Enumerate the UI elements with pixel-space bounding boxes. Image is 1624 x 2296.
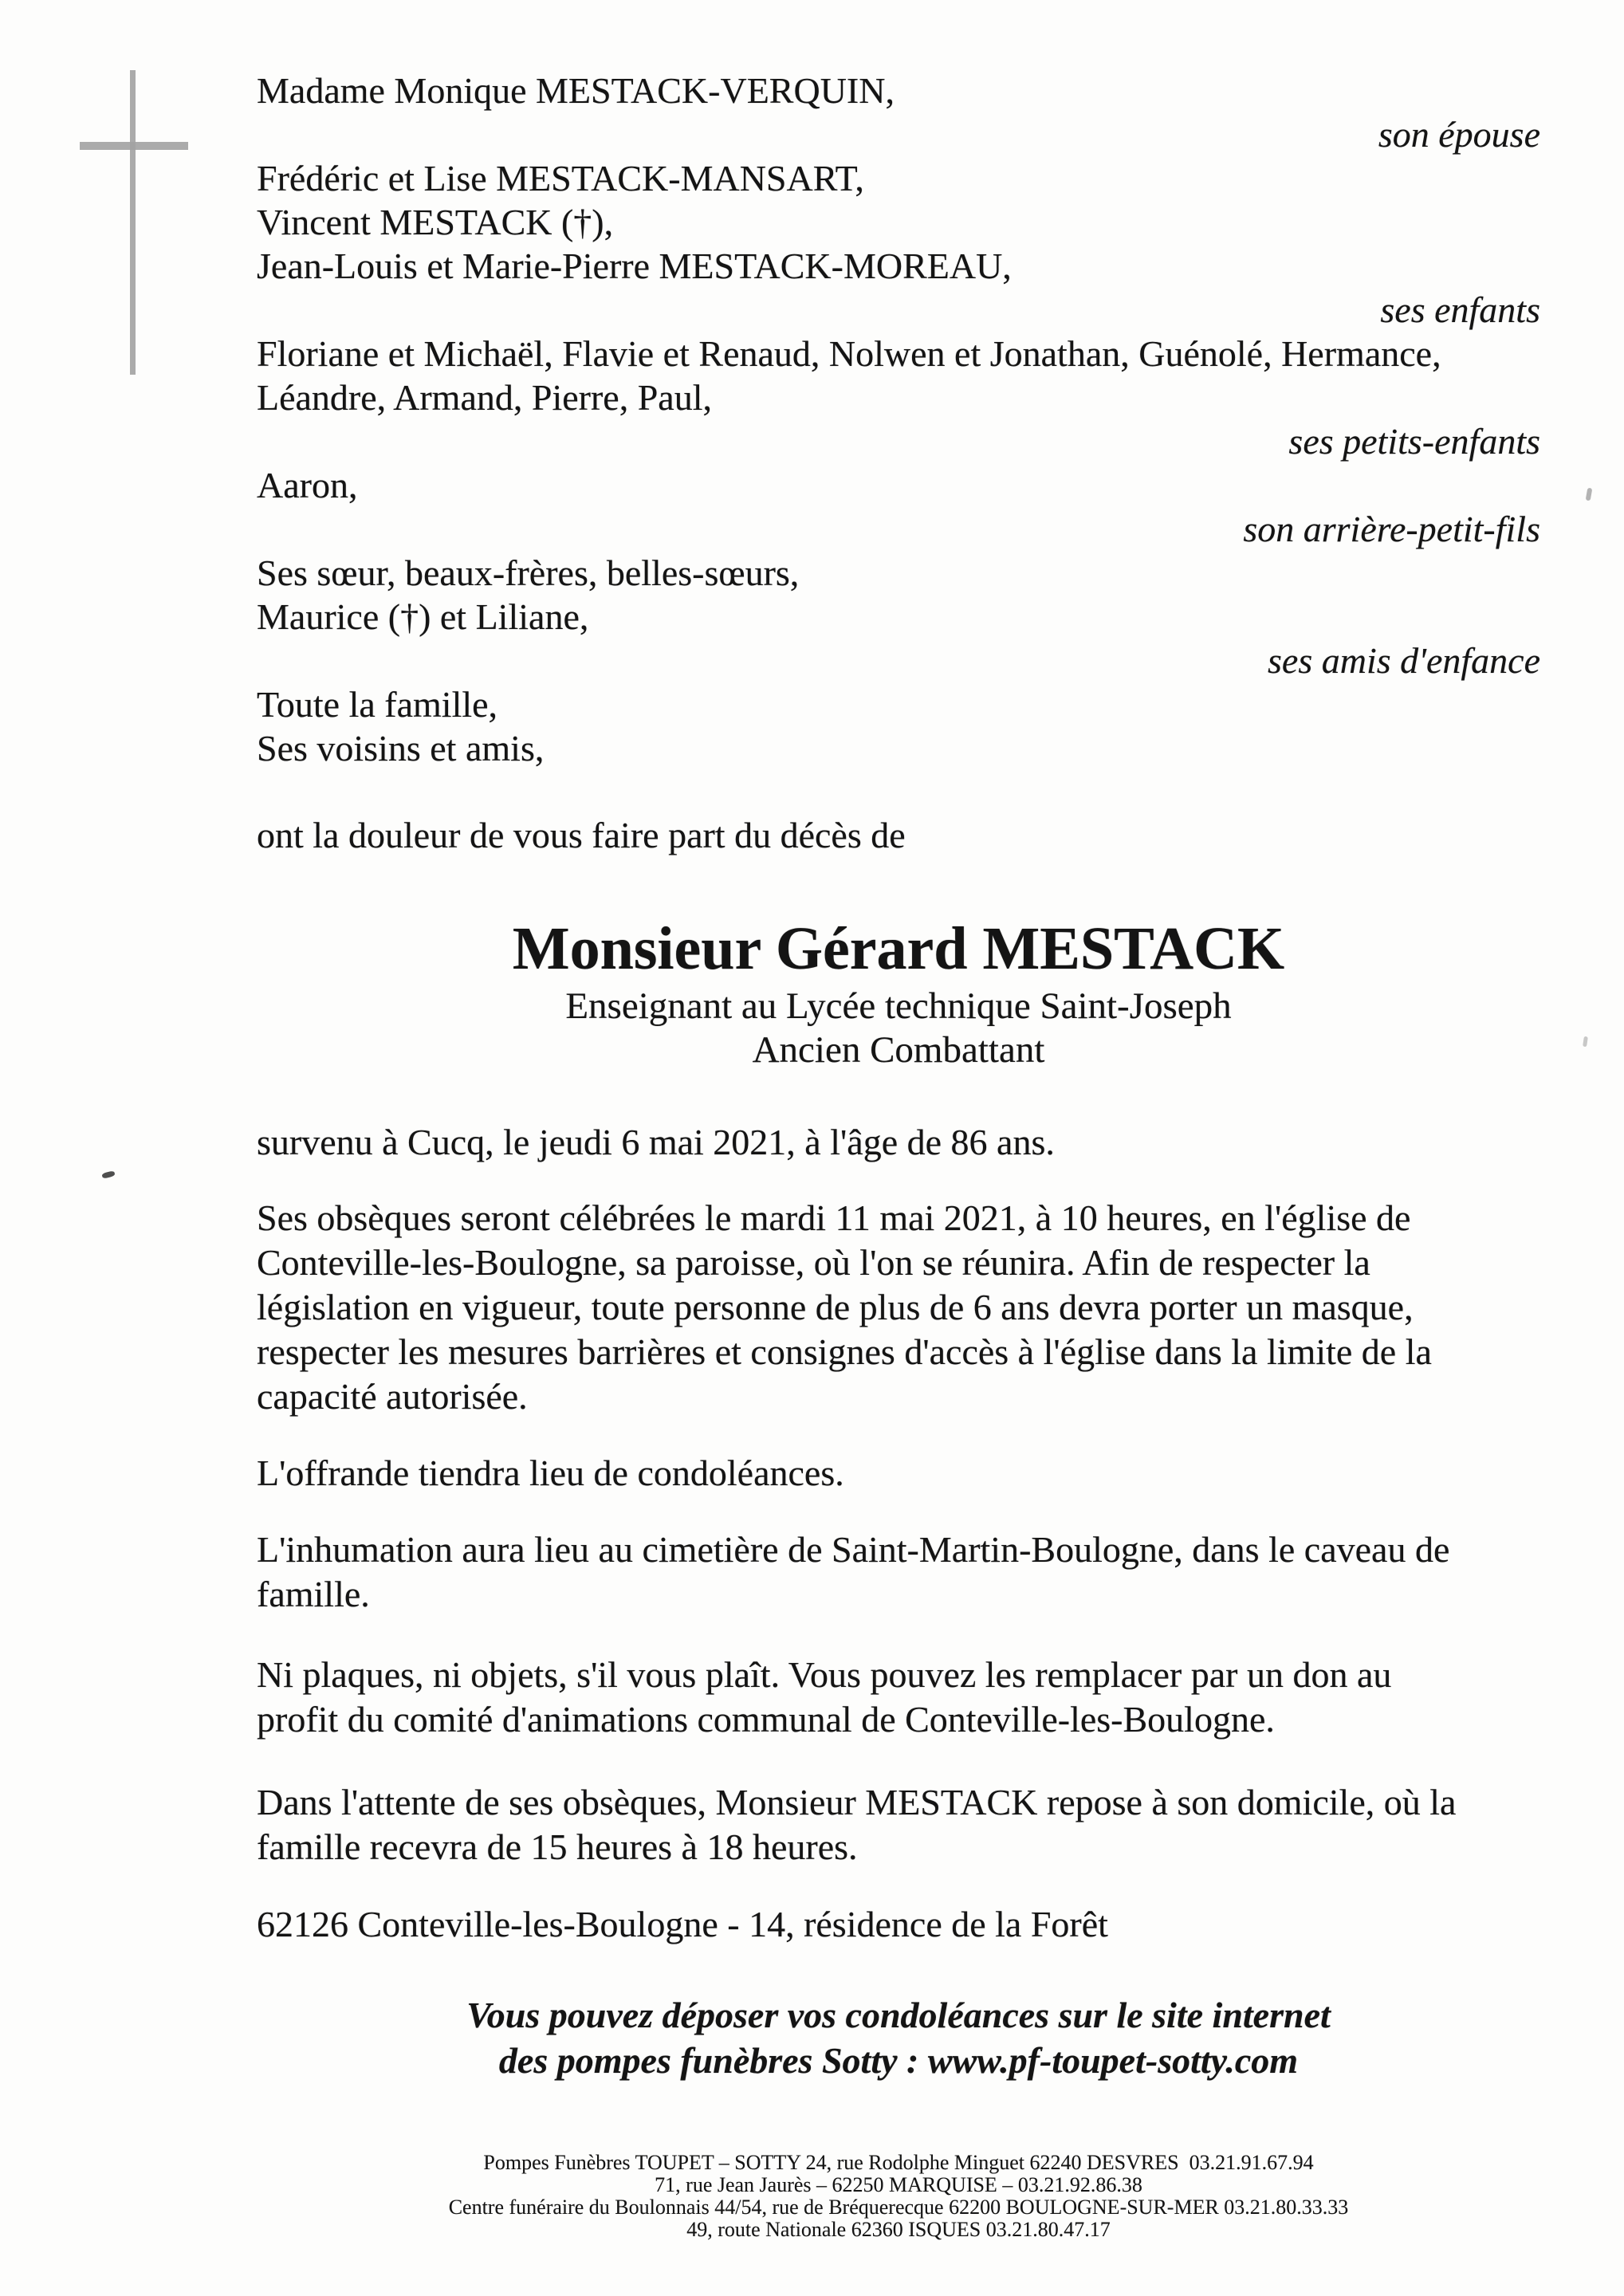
relation-label: ses enfants — [1380, 289, 1540, 330]
funeral-line: capacité autorisée. — [257, 1376, 528, 1417]
footer-line: 71, rue Jean Jaurès – 62250 MARQUISE – 03.21.92.86.38 — [655, 2173, 1142, 2196]
burial-line: famille. — [257, 1574, 370, 1614]
death-date-line: survenu à Cucq, le jeudi 6 mai 2021, à l'âge de 86 ans. — [257, 1122, 1055, 1162]
deceased-name: Monsieur Gérard MESTACK — [512, 915, 1285, 982]
intro-line: ont la douleur de vous faire part du décès de — [257, 815, 906, 855]
address-paragraph — [257, 1902, 1540, 1947]
donation-paragraph — [257, 1653, 1540, 1742]
burial-line: L'inhumation aura lieu au cimetière de Saint-Martin-Boulogne, dans le caveau de — [257, 1529, 1450, 1570]
footer-line: Centre funéraire du Boulonnais 44/54, rue de Bréquerecque 62200 BOULOGNE-SUR-MER 03.21.80.33.33 — [448, 2196, 1349, 2219]
relation-label: son arrière-petit-fils — [1243, 509, 1540, 549]
address-line: 62126 Conteville-les-Boulogne - 14, résidence de la Forêt — [257, 1904, 1108, 1944]
condolence-note-line: Vous pouvez déposer vos condoléances sur le site internet — [466, 1995, 1331, 2035]
funeral-home-footer — [257, 2152, 1540, 2241]
family-line: Floriane et Michaël, Flavie et Renaud, Nolwen et Jonathan, Guénolé, Hermance, — [257, 333, 1441, 374]
deceased-role: Ancien Combattant — [752, 1029, 1045, 1071]
relation-label: ses petits-enfants — [1288, 421, 1540, 462]
offering-paragraph — [257, 1451, 1540, 1496]
repose-paragraph — [257, 1780, 1540, 1869]
funeral-line: législation en vigueur, toute personne de plus de 6 ans devra porter un masque, — [257, 1287, 1414, 1327]
family-line: Madame Monique MESTACK-VERQUIN, — [257, 70, 895, 111]
funeral-line: respecter les mesures barrières et consignes d'accès à l'église dans la limite de la — [257, 1331, 1432, 1372]
offering-line: L'offrande tiendra lieu de condoléances. — [257, 1453, 844, 1493]
footer-line: Pompes Funèbres TOUPET – SOTTY 24, rue Rodolphe Minguet 62240 DESVRES 03.21.91.67.94 — [483, 2151, 1314, 2174]
family-line: Maurice (†) et Liliane, — [257, 596, 589, 637]
donation-line: profit du comité d'animations communal de Conteville-les-Boulogne. — [257, 1699, 1275, 1740]
condolence-note-line: des pompes funèbres Sotty : www.pf-toupet-sotty.com — [498, 2040, 1299, 2081]
funeral-paragraph — [257, 1196, 1540, 1419]
family-line: Frédéric et Lise MESTACK-MANSART, — [257, 158, 864, 199]
family-list — [257, 69, 1540, 770]
funeral-line: Ses obsèques seront célébrées le mardi 11 mai 2021, à 10 heures, en l'église de — [257, 1197, 1411, 1238]
family-line: Ses voisins et amis, — [257, 728, 545, 769]
funeral-line: Conteville-les-Boulogne, sa paroisse, où l'on se réunira. Afin de respecter la — [257, 1242, 1370, 1283]
family-line: Aaron, — [257, 465, 358, 505]
repose-line: famille recevra de 15 heures à 18 heures. — [257, 1826, 858, 1867]
footer-line: 49, route Nationale 62360 ISQUES 03.21.80.47.17 — [686, 2218, 1111, 2241]
family-line: Vincent MESTACK (†), — [257, 202, 614, 242]
deceased-role: Enseignant au Lycée technique Saint-Joseph — [565, 985, 1232, 1027]
burial-paragraph — [257, 1527, 1540, 1617]
family-line: Jean-Louis et Marie-Pierre MESTACK-MOREAU, — [257, 246, 1012, 286]
relation-label: son épouse — [1378, 114, 1540, 155]
family-line: Ses sœur, beaux-frères, belles-sœurs, — [257, 552, 800, 593]
family-line: Toute la famille, — [257, 684, 498, 725]
donation-line: Ni plaques, ni objets, s'il vous plaît. Vous pouvez les remplacer par un don au — [257, 1654, 1392, 1695]
relation-label: ses amis d'enfance — [1268, 640, 1540, 681]
condolence-note — [257, 1992, 1540, 2083]
repose-line: Dans l'attente de ses obsèques, Monsieur MESTACK repose à son domicile, où la — [257, 1782, 1457, 1822]
family-line: Léandre, Armand, Pierre, Paul, — [257, 377, 712, 418]
